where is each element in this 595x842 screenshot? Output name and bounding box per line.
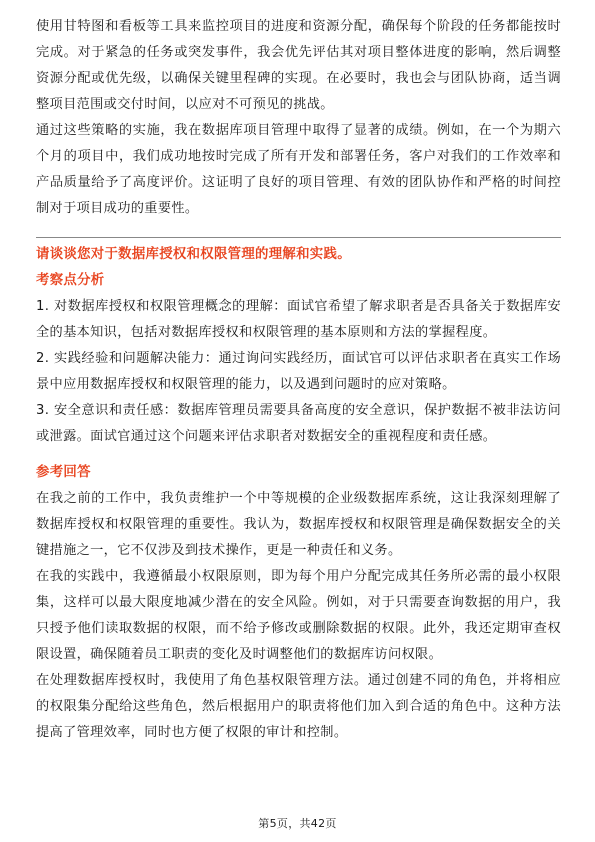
page-number: 第5页，共42页 <box>258 817 337 830</box>
interview-question: 请谈谈您对于数据库授权和权限管理的理解和实践。 <box>36 247 351 262</box>
document-page <box>36 14 561 746</box>
intro-paragraph: 使用甘特图和看板等工具来监控项目的进度和资源分配，确保每个阶段的任务都能按时完成。对于紧急的任务或突发事件，我会优先评估其对项目整体进度的影响，然后调整资源分配或优先级，以确保关键里程碑的实现。在必要时，我也会与团队协商，适当调整项目范围或交付时间，以应对不可预见的挑战。 <box>36 19 561 112</box>
intro-paragraph: 通过这些策略的实施，我在数据库项目管理中取得了显著的成绩。例如，在一个为期六个月的项目中，我们成功地按时完成了所有开发和部署任务，客户对我们的工作效率和产品质量给予了高度评价。这证明了良好的项目管理、有效的团队协作和严格的时间控制对于项目成功的重要性。 <box>36 123 561 216</box>
analysis-heading: 考察点分析 <box>36 273 105 288</box>
analysis-item: 2. 实践经验和问题解决能力：通过询问实践经历，面试官可以评估求职者在真实工作场景中应用数据库授权和权限管理的能力，以及遇到问题时的应对策略。 <box>36 351 561 392</box>
analysis-item: 3. 安全意识和责任感：数据库管理员需要具备高度的安全意识，保护数据不被非法访问或泄露。面试官通过这个问题来评估求职者对数据安全的重视程度和责任感。 <box>36 403 561 444</box>
analysis-item: 1. 对数据库授权和权限管理概念的理解：面试官希望了解求职者是否具备关于数据库安全的基本知识，包括对数据库授权和权限管理的基本原则和方法的掌握程度。 <box>36 299 561 340</box>
answer-paragraph: 在我之前的工作中，我负责维护一个中等规模的企业级数据库系统，这让我深刻理解了数据库授权和权限管理的重要性。我认为，数据库授权和权限管理是确保数据安全的关键措施之一，它不仅涉及到技术操作，更是一种责任和义务。 <box>36 491 561 558</box>
answer-heading: 参考回答 <box>36 465 91 480</box>
section-divider <box>36 237 561 238</box>
answer-paragraph: 在我的实践中，我遵循最小权限原则，即为每个用户分配完成其任务所必需的最小权限集，这样可以最大限度地减少潜在的安全风险。例如，对于只需要查询数据的用户，我只授予他们读取数据的权限，而不给予修改或删除数据的权限。此外，我还定期审查权限设置，确保随着员工职责的变化及时调整他们的数据库访问权限。 <box>36 569 561 662</box>
answer-paragraph: 在处理数据库授权时，我使用了角色基权限管理方法。通过创建不同的角色，并将相应的权限集分配给这些角色，然后根据用户的职责将他们加入到合适的角色中。这种方法提高了管理效率，同时也方便了权限的审计和控制。 <box>36 673 561 740</box>
